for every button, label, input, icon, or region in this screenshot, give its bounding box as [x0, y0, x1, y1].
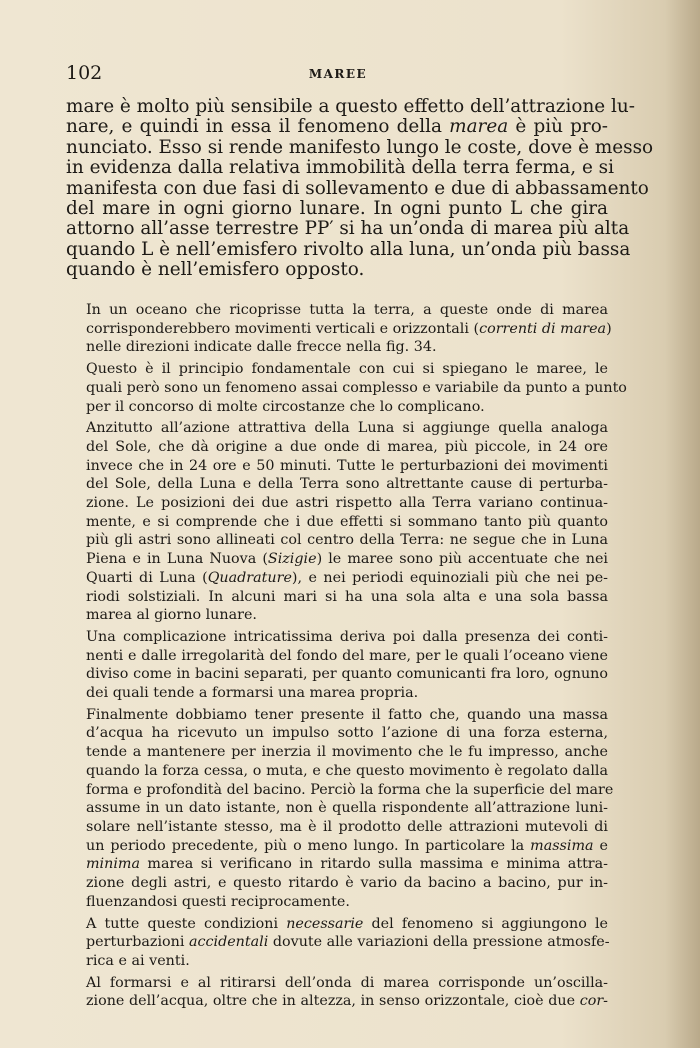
italic-term: accidentali [188, 934, 269, 951]
text-line: minima marea si verificano in ritardo sulla massima e minima attra- [86, 856, 608, 873]
italic-term: Sizigie [267, 551, 317, 568]
text-line: diviso come in bacini separati, per quanto comunicanti fra loro, ognuno [86, 666, 608, 683]
paragraph [66, 915, 608, 971]
text-line: quando L è nell’emisfero rivolto alla luna, un’onda più bassa [66, 238, 631, 260]
page-number: 102 [66, 62, 103, 84]
italic-term: Quadrature [207, 569, 292, 586]
text-line: Finalmente dobbiamo tener presente il fatto che, quando una massa [86, 706, 608, 723]
text-line: d’acqua ha ricevuto un impulso sotto l’azione di una forza esterna, [86, 725, 608, 742]
text-line: attorno all’asse terrestre PP′ si ha un’onda di marea più alta [66, 218, 630, 240]
paragraph [66, 301, 612, 357]
text-line: in evidenza dalla relativa immobilità della terra ferma, e si [66, 157, 615, 179]
text-line: per il concorso di molte circostanze che lo complicano. [86, 398, 485, 415]
text-line: nare, e quindi in essa il fenomeno della marea è più pro- [66, 116, 608, 138]
text-line: zione degli astri, e questo ritardo è vario da bacino a bacino, pur in- [86, 875, 608, 892]
text-line: del Sole, della Luna e della Terra sono altrettante cause di perturba- [86, 476, 608, 493]
text-line: Anzitutto all’azione attrattiva della Luna si aggiunge quella analoga [86, 420, 608, 437]
text-line: In un oceano che ricoprisse tutta la terra, a queste onde di marea [86, 302, 608, 318]
page-header [66, 62, 610, 84]
text-line: perturbazioni accidentali dovute alle variazioni della pressione atmosfe- [86, 934, 610, 951]
text-line: Una complicazione intricatissima deriva poi dalla presenza dei conti- [86, 628, 608, 645]
large-type-paragraph [66, 96, 654, 281]
text-line: più gli astri sono allineati col centro della Terra: ne segue che in Luna [86, 532, 608, 549]
text-line: tende a mantenere per inerzia il movimento che le fu impresso, anche [86, 744, 608, 761]
paragraph [66, 706, 614, 912]
text-line: quali però sono un fenomeno assai complesso e variabile da punto a punto [86, 379, 627, 396]
paragraph [66, 360, 627, 416]
text-line: A tutte queste condizioni necessarie del fenomeno si aggiungono le [86, 915, 608, 932]
text-line: dei quali tende a formarsi una marea propria. [86, 685, 419, 702]
text-line: invece che in 24 ore e 50 minuti. Tutte le perturbazioni dei movimenti [86, 457, 608, 474]
text-line: zione dell’acqua, oltre che in altezza, in senso orizzontale, cioè due cor- [86, 993, 608, 1010]
text-line: zione. Le posizioni dei due astri rispetto alla Terra variano continua- [86, 495, 608, 512]
italic-term: marea [449, 116, 509, 138]
text-line: assume in un dato istante, non è quella rispondente all’attrazione luni- [86, 800, 608, 817]
text-line: marea al giorno lunare. [86, 607, 257, 624]
italic-term: minima [86, 856, 140, 873]
text-line: Quarti di Luna (Quadrature), e nei periodi equinoziali più che nei pe- [86, 569, 608, 586]
text-line: nelle direzioni indicate dalle frecce nella fig. 34. [86, 339, 437, 356]
text-line: del Sole, che dà origine a due onde di marea, più piccole, in 24 ore [86, 438, 608, 455]
paragraph [66, 974, 608, 1011]
text-line: quando la forza cessa, o muta, e che questo movimento è regolato dalla [86, 762, 608, 779]
text-line: manifesta con due fasi di sollevamento e due di abbassamento [66, 177, 649, 199]
small-type-section [66, 301, 627, 1014]
text-line: fluenzandosi questi reciprocamente. [86, 893, 350, 910]
text-line: corrisponderebbero movimenti verticali e orizzontali (correnti di marea) [86, 320, 612, 337]
text-line: riodi solstiziali. In alcuni mari si ha una sola alta e una sola bassa [86, 588, 608, 605]
text-line: Questo è il principio fondamentale con cui si spiegano le maree, le [86, 361, 608, 378]
italic-term: massima [530, 837, 594, 854]
text-line: forma e profondità del bacino. Perciò la forma che la superficie del mare [86, 781, 614, 798]
italic-term: correnti di marea [479, 320, 607, 337]
text-line: rica e ai venti. [86, 952, 190, 969]
text-line: quando è nell’emisfero opposto. [66, 259, 365, 281]
text-line: del mare in ogni giorno lunare. In ogni punto L che gira [66, 198, 608, 220]
text-line: Piena e in Luna Nuova (Sizigie) le maree sono più accentuate che nei [86, 551, 608, 568]
text-line: mente, e si comprende che i due effetti si sommano tanto più quanto [86, 513, 608, 530]
paragraph [66, 628, 608, 703]
text-line: un periodo precedente, più o meno lungo. In particolare la massima e [86, 837, 608, 854]
text-line: solare nell’istante stesso, ma è il prodotto delle attrazioni mutevoli di [86, 818, 608, 835]
paragraph [66, 96, 654, 281]
text-line: nenti e dalle irregolarità del fondo del mare, per le quali l’oceano viene [86, 647, 608, 664]
paragraph [66, 419, 608, 625]
italic-term: cor- [579, 993, 608, 1010]
text-line: mare è molto più sensibile a questo effetto dell’attrazione lu- [66, 96, 635, 117]
text-line: nunciato. Esso si rende manifesto lungo le coste, dove è messo [66, 136, 654, 158]
running-title: MAREE [308, 67, 368, 81]
text-line: Al formarsi e al ritirarsi dell’onda di marea corrisponde un’oscilla- [86, 974, 608, 991]
italic-term: necessarie [286, 915, 364, 932]
